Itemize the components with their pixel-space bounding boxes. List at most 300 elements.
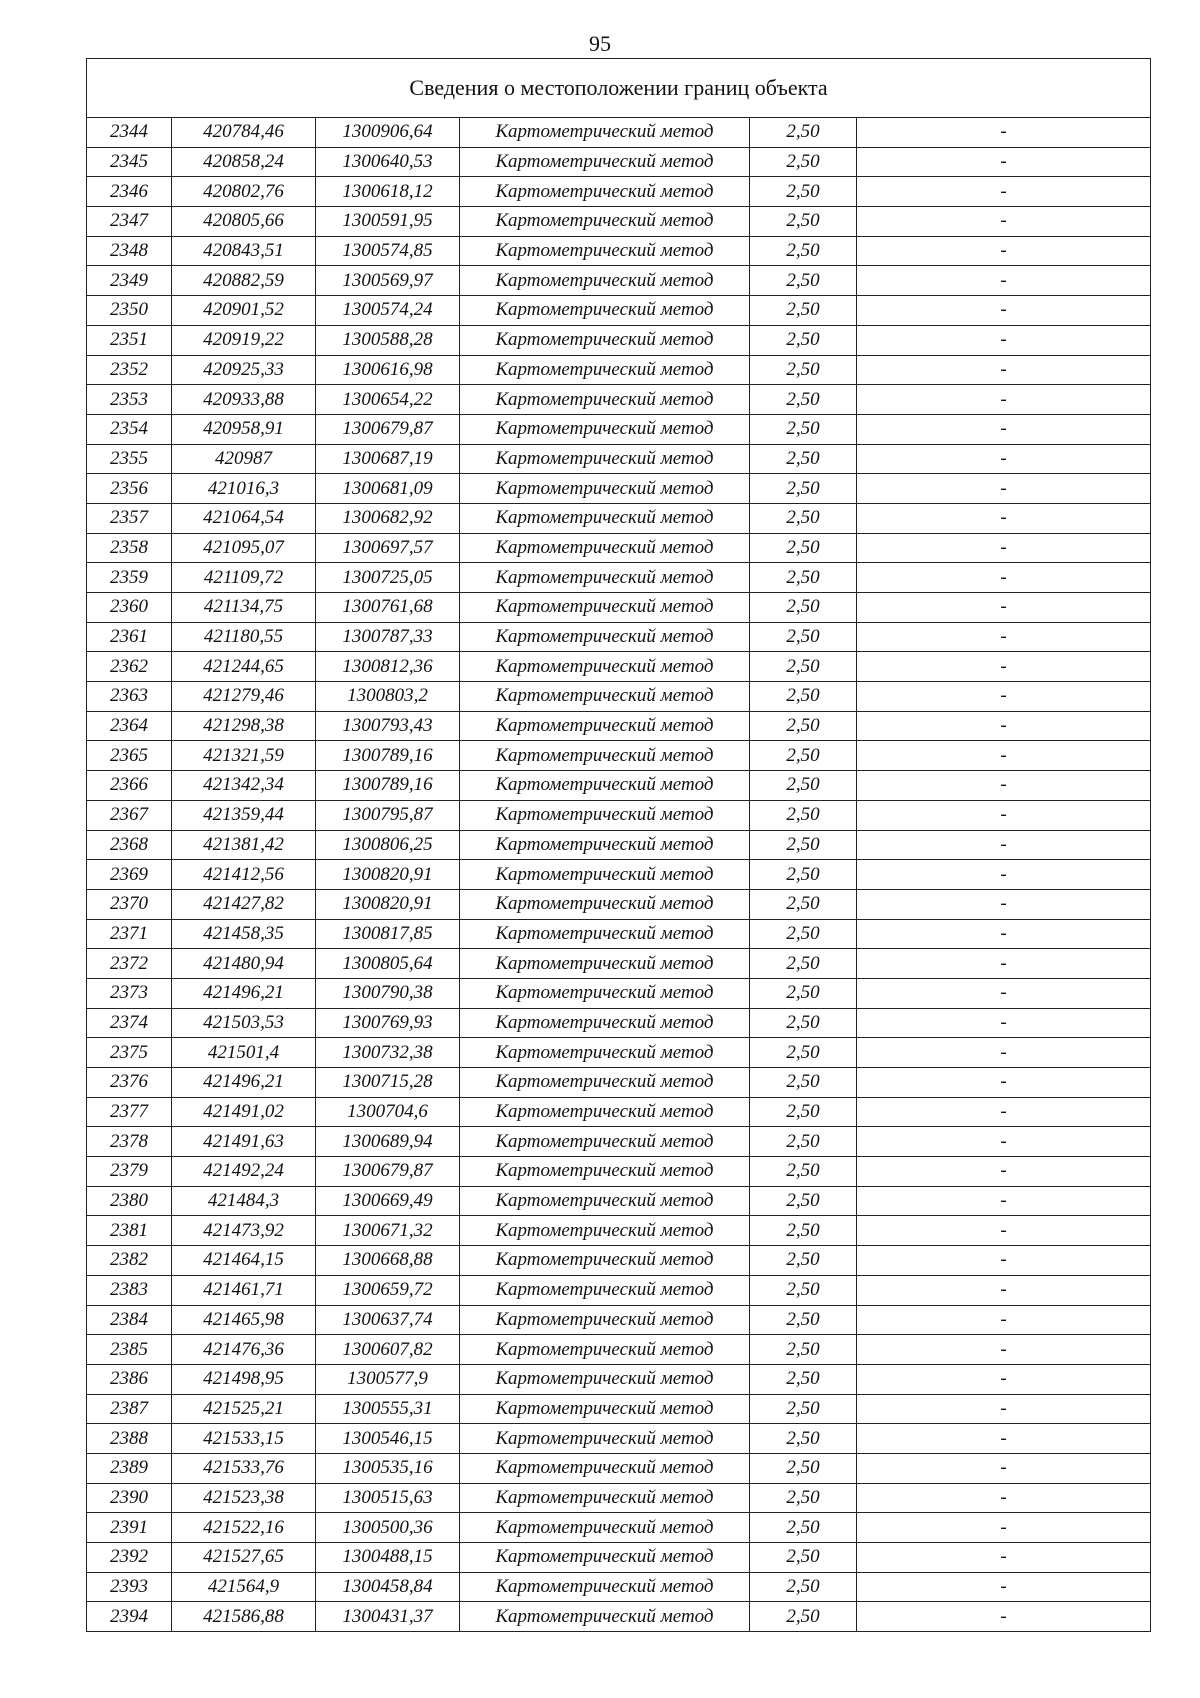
description-cell: - [857, 978, 1151, 1008]
table-row [87, 474, 1151, 504]
x-coordinate-cell: 420802,76 [172, 177, 316, 207]
accuracy-cell: 2,50 [750, 1008, 857, 1038]
method-cell: Картометрический метод [460, 1453, 750, 1483]
accuracy-cell: 2,50 [750, 1424, 857, 1454]
y-coordinate-cell: 1300769,93 [316, 1008, 460, 1038]
x-coordinate-cell: 421491,63 [172, 1127, 316, 1157]
y-coordinate-cell: 1300679,87 [316, 414, 460, 444]
point-number-cell: 2347 [87, 207, 172, 237]
description-cell: - [857, 1008, 1151, 1038]
method-cell: Картометрический метод [460, 503, 750, 533]
point-number-cell: 2384 [87, 1305, 172, 1335]
method-cell: Картометрический метод [460, 207, 750, 237]
method-cell: Картометрический метод [460, 682, 750, 712]
table-row [87, 147, 1151, 177]
accuracy-cell: 2,50 [750, 652, 857, 682]
point-number-cell: 2357 [87, 503, 172, 533]
x-coordinate-cell: 420784,46 [172, 118, 316, 148]
accuracy-cell: 2,50 [750, 800, 857, 830]
y-coordinate-cell: 1300682,92 [316, 503, 460, 533]
x-coordinate-cell: 421244,65 [172, 652, 316, 682]
point-number-cell: 2366 [87, 771, 172, 801]
accuracy-cell: 2,50 [750, 889, 857, 919]
x-coordinate-cell: 420987 [172, 444, 316, 474]
accuracy-cell: 2,50 [750, 147, 857, 177]
accuracy-cell: 2,50 [750, 118, 857, 148]
table-row [87, 1602, 1151, 1632]
table-row [87, 830, 1151, 860]
description-cell: - [857, 414, 1151, 444]
accuracy-cell: 2,50 [750, 1335, 857, 1365]
description-cell: - [857, 325, 1151, 355]
point-number-cell: 2385 [87, 1335, 172, 1365]
table-row [87, 711, 1151, 741]
y-coordinate-cell: 1300458,84 [316, 1572, 460, 1602]
method-cell: Картометрический метод [460, 1275, 750, 1305]
accuracy-cell: 2,50 [750, 949, 857, 979]
table-row [87, 978, 1151, 1008]
y-coordinate-cell: 1300789,16 [316, 741, 460, 771]
method-cell: Картометрический метод [460, 771, 750, 801]
point-number-cell: 2392 [87, 1543, 172, 1573]
description-cell: - [857, 800, 1151, 830]
description-cell: - [857, 1364, 1151, 1394]
method-cell: Картометрический метод [460, 1513, 750, 1543]
method-cell: Картометрический метод [460, 296, 750, 326]
method-cell: Картометрический метод [460, 1543, 750, 1573]
y-coordinate-cell: 1300637,74 [316, 1305, 460, 1335]
description-cell: - [857, 147, 1151, 177]
table-title: Сведения о местоположении границ объекта [87, 59, 1151, 118]
description-cell: - [857, 1127, 1151, 1157]
accuracy-cell: 2,50 [750, 593, 857, 623]
description-cell: - [857, 1483, 1151, 1513]
x-coordinate-cell: 421465,98 [172, 1305, 316, 1335]
description-cell: - [857, 385, 1151, 415]
table-row [87, 236, 1151, 266]
accuracy-cell: 2,50 [750, 385, 857, 415]
description-cell: - [857, 1424, 1151, 1454]
point-number-cell: 2367 [87, 800, 172, 830]
accuracy-cell: 2,50 [750, 1305, 857, 1335]
method-cell: Картометрический метод [460, 741, 750, 771]
accuracy-cell: 2,50 [750, 355, 857, 385]
table-row [87, 593, 1151, 623]
method-cell: Картометрический метод [460, 1038, 750, 1068]
point-number-cell: 2353 [87, 385, 172, 415]
point-number-cell: 2382 [87, 1246, 172, 1276]
table-row [87, 919, 1151, 949]
y-coordinate-cell: 1300704,6 [316, 1097, 460, 1127]
point-number-cell: 2368 [87, 830, 172, 860]
method-cell: Картометрический метод [460, 533, 750, 563]
table-row [87, 1394, 1151, 1424]
accuracy-cell: 2,50 [750, 325, 857, 355]
x-coordinate-cell: 421498,95 [172, 1364, 316, 1394]
description-cell: - [857, 1186, 1151, 1216]
description-cell: - [857, 1275, 1151, 1305]
method-cell: Картометрический метод [460, 800, 750, 830]
x-coordinate-cell: 421464,15 [172, 1246, 316, 1276]
table-row [87, 1543, 1151, 1573]
x-coordinate-cell: 421503,53 [172, 1008, 316, 1038]
accuracy-cell: 2,50 [750, 682, 857, 712]
y-coordinate-cell: 1300669,49 [316, 1186, 460, 1216]
point-number-cell: 2388 [87, 1424, 172, 1454]
description-cell: - [857, 771, 1151, 801]
y-coordinate-cell: 1300803,2 [316, 682, 460, 712]
accuracy-cell: 2,50 [750, 236, 857, 266]
description-cell: - [857, 860, 1151, 890]
description-cell: - [857, 593, 1151, 623]
accuracy-cell: 2,50 [750, 741, 857, 771]
table-row [87, 1572, 1151, 1602]
x-coordinate-cell: 421533,15 [172, 1424, 316, 1454]
x-coordinate-cell: 421496,21 [172, 1068, 316, 1098]
y-coordinate-cell: 1300607,82 [316, 1335, 460, 1365]
table-row [87, 1216, 1151, 1246]
description-cell: - [857, 682, 1151, 712]
x-coordinate-cell: 421279,46 [172, 682, 316, 712]
page-number: 95 [589, 31, 611, 56]
y-coordinate-cell: 1300789,16 [316, 771, 460, 801]
y-coordinate-cell: 1300515,63 [316, 1483, 460, 1513]
y-coordinate-cell: 1300640,53 [316, 147, 460, 177]
method-cell: Картометрический метод [460, 889, 750, 919]
accuracy-cell: 2,50 [750, 474, 857, 504]
table-row [87, 207, 1151, 237]
table-row [87, 1038, 1151, 1068]
table-row [87, 563, 1151, 593]
description-cell: - [857, 1038, 1151, 1068]
accuracy-cell: 2,50 [750, 296, 857, 326]
x-coordinate-cell: 421484,3 [172, 1186, 316, 1216]
point-number-cell: 2391 [87, 1513, 172, 1543]
y-coordinate-cell: 1300588,28 [316, 325, 460, 355]
accuracy-cell: 2,50 [750, 830, 857, 860]
point-number-cell: 2383 [87, 1275, 172, 1305]
table-row [87, 1483, 1151, 1513]
method-cell: Картометрический метод [460, 444, 750, 474]
method-cell: Картометрический метод [460, 652, 750, 682]
method-cell: Картометрический метод [460, 1186, 750, 1216]
y-coordinate-cell: 1300725,05 [316, 563, 460, 593]
x-coordinate-cell: 421321,59 [172, 741, 316, 771]
x-coordinate-cell: 420958,91 [172, 414, 316, 444]
table-row [87, 1364, 1151, 1394]
method-cell: Картометрический метод [460, 355, 750, 385]
point-number-cell: 2348 [87, 236, 172, 266]
description-cell: - [857, 118, 1151, 148]
accuracy-cell: 2,50 [750, 711, 857, 741]
y-coordinate-cell: 1300681,09 [316, 474, 460, 504]
y-coordinate-cell: 1300500,36 [316, 1513, 460, 1543]
y-coordinate-cell: 1300555,31 [316, 1394, 460, 1424]
description-cell: - [857, 236, 1151, 266]
accuracy-cell: 2,50 [750, 919, 857, 949]
accuracy-cell: 2,50 [750, 1543, 857, 1573]
point-number-cell: 2376 [87, 1068, 172, 1098]
point-number-cell: 2390 [87, 1483, 172, 1513]
description-cell: - [857, 563, 1151, 593]
accuracy-cell: 2,50 [750, 1157, 857, 1187]
y-coordinate-cell: 1300574,24 [316, 296, 460, 326]
y-coordinate-cell: 1300820,91 [316, 889, 460, 919]
y-coordinate-cell: 1300569,97 [316, 266, 460, 296]
x-coordinate-cell: 421527,65 [172, 1543, 316, 1573]
accuracy-cell: 2,50 [750, 563, 857, 593]
y-coordinate-cell: 1300616,98 [316, 355, 460, 385]
y-coordinate-cell: 1300488,15 [316, 1543, 460, 1573]
x-coordinate-cell: 421016,3 [172, 474, 316, 504]
description-cell: - [857, 652, 1151, 682]
x-coordinate-cell: 420843,51 [172, 236, 316, 266]
point-number-cell: 2356 [87, 474, 172, 504]
x-coordinate-cell: 421564,9 [172, 1572, 316, 1602]
description-cell: - [857, 207, 1151, 237]
point-number-cell: 2346 [87, 177, 172, 207]
method-cell: Картометрический метод [460, 1483, 750, 1513]
accuracy-cell: 2,50 [750, 1513, 857, 1543]
accuracy-cell: 2,50 [750, 1068, 857, 1098]
y-coordinate-cell: 1300793,43 [316, 711, 460, 741]
x-coordinate-cell: 421342,34 [172, 771, 316, 801]
y-coordinate-cell: 1300689,94 [316, 1127, 460, 1157]
accuracy-cell: 2,50 [750, 503, 857, 533]
accuracy-cell: 2,50 [750, 533, 857, 563]
accuracy-cell: 2,50 [750, 1246, 857, 1276]
y-coordinate-cell: 1300687,19 [316, 444, 460, 474]
point-number-cell: 2394 [87, 1602, 172, 1632]
table-row [87, 355, 1151, 385]
x-coordinate-cell: 421523,38 [172, 1483, 316, 1513]
point-number-cell: 2387 [87, 1394, 172, 1424]
point-number-cell: 2389 [87, 1453, 172, 1483]
x-coordinate-cell: 421476,36 [172, 1335, 316, 1365]
method-cell: Картометрический метод [460, 236, 750, 266]
description-cell: - [857, 741, 1151, 771]
table-row [87, 682, 1151, 712]
x-coordinate-cell: 421095,07 [172, 533, 316, 563]
point-number-cell: 2369 [87, 860, 172, 890]
x-coordinate-cell: 420901,52 [172, 296, 316, 326]
x-coordinate-cell: 421525,21 [172, 1394, 316, 1424]
description-cell: - [857, 1394, 1151, 1424]
table-row [87, 1186, 1151, 1216]
table-row [87, 1068, 1151, 1098]
description-cell: - [857, 1572, 1151, 1602]
description-cell: - [857, 533, 1151, 563]
method-cell: Картометрический метод [460, 1424, 750, 1454]
y-coordinate-cell: 1300591,95 [316, 207, 460, 237]
point-number-cell: 2345 [87, 147, 172, 177]
accuracy-cell: 2,50 [750, 978, 857, 1008]
description-cell: - [857, 474, 1151, 504]
point-number-cell: 2377 [87, 1097, 172, 1127]
x-coordinate-cell: 421381,42 [172, 830, 316, 860]
description-cell: - [857, 1246, 1151, 1276]
x-coordinate-cell: 420933,88 [172, 385, 316, 415]
method-cell: Картометрический метод [460, 622, 750, 652]
description-cell: - [857, 1453, 1151, 1483]
point-number-cell: 2362 [87, 652, 172, 682]
point-number-cell: 2344 [87, 118, 172, 148]
table-row [87, 1305, 1151, 1335]
method-cell: Картометрический метод [460, 593, 750, 623]
table-row [87, 949, 1151, 979]
method-cell: Картометрический метод [460, 1335, 750, 1365]
x-coordinate-cell: 421473,92 [172, 1216, 316, 1246]
table-row [87, 1424, 1151, 1454]
point-number-cell: 2363 [87, 682, 172, 712]
point-number-cell: 2375 [87, 1038, 172, 1068]
y-coordinate-cell: 1300577,9 [316, 1364, 460, 1394]
table-row [87, 1008, 1151, 1038]
y-coordinate-cell: 1300431,37 [316, 1602, 460, 1632]
description-cell: - [857, 622, 1151, 652]
y-coordinate-cell: 1300812,36 [316, 652, 460, 682]
description-cell: - [857, 266, 1151, 296]
table-row [87, 266, 1151, 296]
y-coordinate-cell: 1300668,88 [316, 1246, 460, 1276]
description-cell: - [857, 919, 1151, 949]
x-coordinate-cell: 420919,22 [172, 325, 316, 355]
method-cell: Картометрический метод [460, 949, 750, 979]
accuracy-cell: 2,50 [750, 860, 857, 890]
table-row [87, 652, 1151, 682]
description-cell: - [857, 1602, 1151, 1632]
description-cell: - [857, 949, 1151, 979]
description-cell: - [857, 1335, 1151, 1365]
x-coordinate-cell: 421134,75 [172, 593, 316, 623]
point-number-cell: 2355 [87, 444, 172, 474]
x-coordinate-cell: 421412,56 [172, 860, 316, 890]
y-coordinate-cell: 1300906,64 [316, 118, 460, 148]
description-cell: - [857, 1216, 1151, 1246]
table-row [87, 533, 1151, 563]
method-cell: Картометрический метод [460, 860, 750, 890]
point-number-cell: 2358 [87, 533, 172, 563]
accuracy-cell: 2,50 [750, 622, 857, 652]
point-number-cell: 2380 [87, 1186, 172, 1216]
table-row [87, 444, 1151, 474]
point-number-cell: 2393 [87, 1572, 172, 1602]
table-row [87, 1127, 1151, 1157]
point-number-cell: 2379 [87, 1157, 172, 1187]
description-cell: - [857, 355, 1151, 385]
accuracy-cell: 2,50 [750, 1216, 857, 1246]
x-coordinate-cell: 421458,35 [172, 919, 316, 949]
x-coordinate-cell: 421586,88 [172, 1602, 316, 1632]
accuracy-cell: 2,50 [750, 1572, 857, 1602]
method-cell: Картометрический метод [460, 1246, 750, 1276]
point-number-cell: 2372 [87, 949, 172, 979]
table-row [87, 296, 1151, 326]
y-coordinate-cell: 1300697,57 [316, 533, 460, 563]
description-cell: - [857, 296, 1151, 326]
description-cell: - [857, 1068, 1151, 1098]
table-row [87, 1513, 1151, 1543]
table-row [87, 889, 1151, 919]
accuracy-cell: 2,50 [750, 207, 857, 237]
table-row [87, 800, 1151, 830]
point-number-cell: 2365 [87, 741, 172, 771]
point-number-cell: 2373 [87, 978, 172, 1008]
table-row [87, 622, 1151, 652]
method-cell: Картометрический метод [460, 978, 750, 1008]
table-row [87, 118, 1151, 148]
y-coordinate-cell: 1300817,85 [316, 919, 460, 949]
y-coordinate-cell: 1300546,15 [316, 1424, 460, 1454]
method-cell: Картометрический метод [460, 711, 750, 741]
table-row [87, 1097, 1151, 1127]
table-row [87, 1275, 1151, 1305]
accuracy-cell: 2,50 [750, 1186, 857, 1216]
y-coordinate-cell: 1300574,85 [316, 236, 460, 266]
y-coordinate-cell: 1300659,72 [316, 1275, 460, 1305]
x-coordinate-cell: 421298,38 [172, 711, 316, 741]
x-coordinate-cell: 421109,72 [172, 563, 316, 593]
y-coordinate-cell: 1300787,33 [316, 622, 460, 652]
accuracy-cell: 2,50 [750, 177, 857, 207]
point-number-cell: 2374 [87, 1008, 172, 1038]
point-number-cell: 2364 [87, 711, 172, 741]
table-row [87, 503, 1151, 533]
description-cell: - [857, 830, 1151, 860]
point-number-cell: 2349 [87, 266, 172, 296]
x-coordinate-cell: 420805,66 [172, 207, 316, 237]
method-cell: Картометрический метод [460, 1602, 750, 1632]
x-coordinate-cell: 421522,16 [172, 1513, 316, 1543]
method-cell: Картометрический метод [460, 830, 750, 860]
description-cell: - [857, 1513, 1151, 1543]
x-coordinate-cell: 421180,55 [172, 622, 316, 652]
y-coordinate-cell: 1300761,68 [316, 593, 460, 623]
table-row [87, 1335, 1151, 1365]
accuracy-cell: 2,50 [750, 1275, 857, 1305]
method-cell: Картометрический метод [460, 563, 750, 593]
method-cell: Картометрический метод [460, 1068, 750, 1098]
accuracy-cell: 2,50 [750, 266, 857, 296]
method-cell: Картометрический метод [460, 1216, 750, 1246]
y-coordinate-cell: 1300795,87 [316, 800, 460, 830]
accuracy-cell: 2,50 [750, 444, 857, 474]
x-coordinate-cell: 420882,59 [172, 266, 316, 296]
y-coordinate-cell: 1300790,38 [316, 978, 460, 1008]
point-number-cell: 2371 [87, 919, 172, 949]
table-row [87, 177, 1151, 207]
y-coordinate-cell: 1300679,87 [316, 1157, 460, 1187]
y-coordinate-cell: 1300805,64 [316, 949, 460, 979]
point-number-cell: 2360 [87, 593, 172, 623]
y-coordinate-cell: 1300535,16 [316, 1453, 460, 1483]
method-cell: Картометрический метод [460, 266, 750, 296]
x-coordinate-cell: 421480,94 [172, 949, 316, 979]
x-coordinate-cell: 421064,54 [172, 503, 316, 533]
method-cell: Картометрический метод [460, 325, 750, 355]
boundary-coordinates-table [86, 58, 1151, 1632]
table-row [87, 1453, 1151, 1483]
y-coordinate-cell: 1300715,28 [316, 1068, 460, 1098]
y-coordinate-cell: 1300671,32 [316, 1216, 460, 1246]
accuracy-cell: 2,50 [750, 1602, 857, 1632]
accuracy-cell: 2,50 [750, 771, 857, 801]
y-coordinate-cell: 1300820,91 [316, 860, 460, 890]
accuracy-cell: 2,50 [750, 1097, 857, 1127]
accuracy-cell: 2,50 [750, 1364, 857, 1394]
point-number-cell: 2354 [87, 414, 172, 444]
x-coordinate-cell: 421496,21 [172, 978, 316, 1008]
